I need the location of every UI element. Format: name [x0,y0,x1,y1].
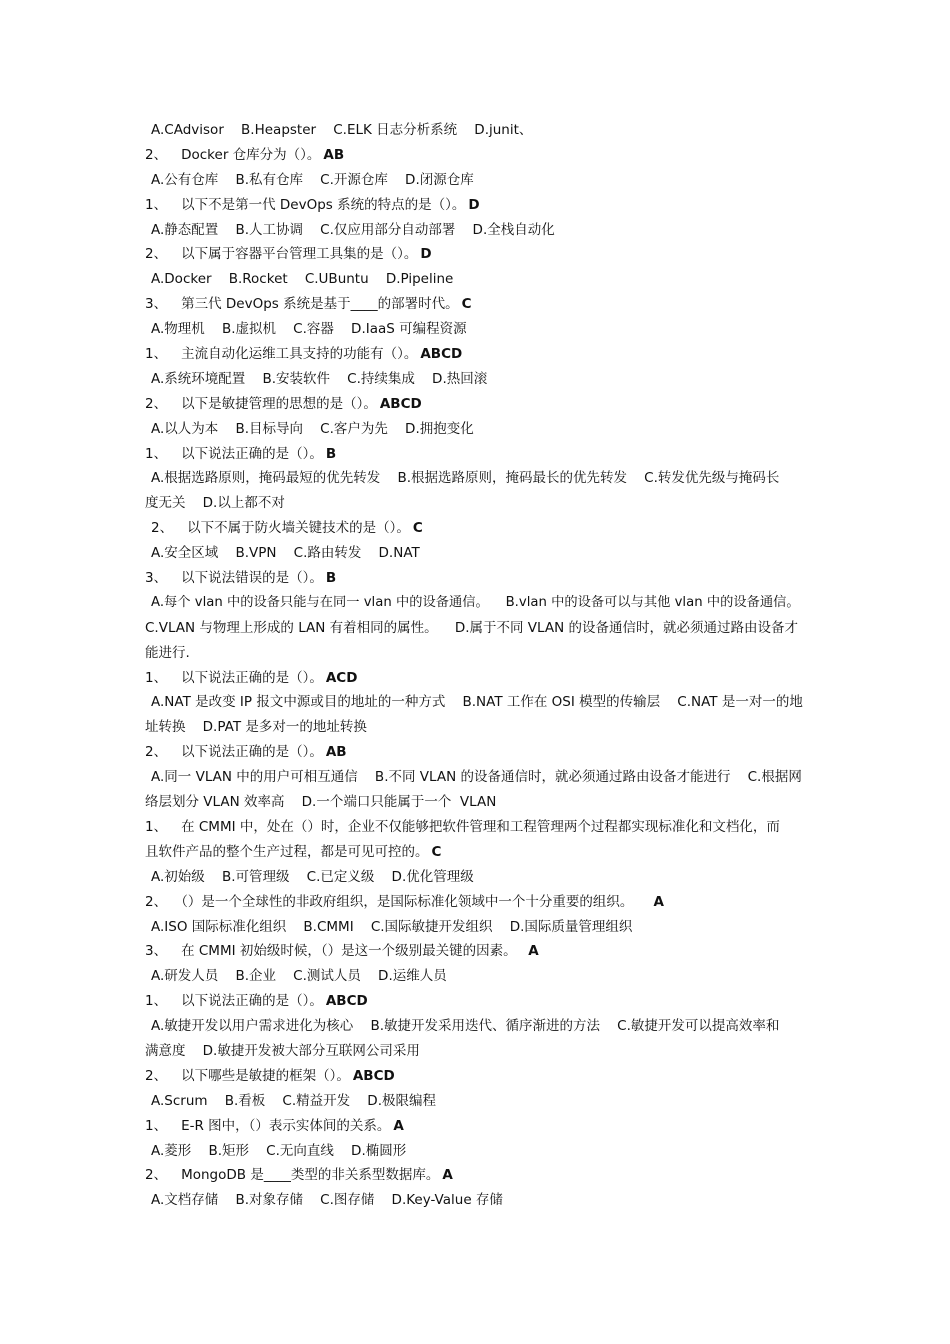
question-text: E-R 图中，（）表示实体间的关系。 [181,1117,391,1134]
answer-key: A [393,1117,404,1134]
continuation-line [145,641,810,666]
options-line [145,466,810,491]
line-text: A.根据选路原则，掩码最短的优先转发 B.根据选路原则，掩码最长的优先转发 C.转发优先级与掩码长 [151,470,780,487]
question-line [145,242,810,267]
options-line [145,417,810,442]
options-line [145,367,810,392]
continuation-line [145,616,810,641]
line-text: 能进行. [145,644,190,661]
answer-key: D [468,196,480,213]
line-text: A.NAT 是改变 IP 报文中源或目的地址的一种方式 B.NAT 工作在 OSI 模型的传输层 C.NAT 是一对一的地 [151,694,803,711]
answer-key: A [653,893,664,910]
options-line [145,915,810,940]
options-line [145,267,810,292]
line-text: A.研发人员 B.企业 C.测试人员 D.运维人员 [151,968,447,985]
line-text: A.系统环境配置 B.安装软件 C.持续集成 D.热回滚 [151,370,488,387]
options-line [145,1089,810,1114]
answer-key: ACD [325,669,358,686]
answer-key: C [412,520,423,537]
question-number: 1、 [145,993,168,1010]
question-number: 1、 [145,1117,168,1134]
question-text: （）是一个全球性的非政府组织，是国际标准化领域中一个十分重要的组织。 [181,893,651,910]
question-text: 在 CMMI 中，处在（）时，企业不仅能够把软件管理和工程管理两个过程都实现标准化和文档化，而 [181,818,780,835]
question-number: 1、 [145,445,168,462]
question-number: 1、 [145,346,168,363]
line-text: A.文档存储 B.对象存储 C.图存储 D.Key-Value 存储 [151,1192,503,1209]
question-line [145,890,810,915]
options-line [145,1188,810,1213]
options-line [145,865,810,890]
options-line [145,168,810,193]
line-text: 度无关 D.以上都不对 [145,495,285,512]
answer-key: ABCD [379,395,422,412]
question-line [145,939,810,964]
options-line [145,541,810,566]
question-line [145,292,810,317]
question-text: 以下说法正确的是（）。 [181,669,323,686]
answer-key: AB [323,146,345,163]
line-text: 且软件产品的整个生产过程，都是可见可控的。 [145,843,429,860]
options-line [145,218,810,243]
options-line [145,964,810,989]
question-list [145,118,810,1213]
options-line [145,765,810,790]
question-number: 2、 [145,1167,168,1184]
question-number: 2、 [145,146,168,163]
question-number: 1、 [145,818,168,835]
question-line [145,516,810,541]
line-text: A.以人为本 B.目标导向 C.客户为先 D.拥抱变化 [151,420,474,437]
answer-key: C [431,843,442,860]
answer-key: D [420,246,432,263]
line-text: A.菱形 B.矩形 C.无向直线 D.椭圆形 [151,1142,407,1159]
answer-key: AB [325,744,347,761]
answer-key: B [325,445,337,462]
line-text: A.同一 VLAN 中的用户可相互通信 B.不同 VLAN 的设备通信时，就必须通过路由设备才能进行 C.根据网 [151,769,802,786]
question-line [145,815,810,840]
question-number: 1、 [145,669,168,686]
question-line [145,666,810,691]
continuation-line [145,491,810,516]
options-line [145,591,810,616]
line-text: 址转换 D.PAT 是多对一的地址转换 [145,719,367,736]
line-text: A.CAdvisor B.Heapster C.ELK 日志分析系统 D.junit、 [151,122,533,138]
line-text: A.Scrum B.看板 C.精益开发 D.极限编程 [151,1092,436,1109]
options-line [145,118,810,143]
question-line [145,1064,810,1089]
question-text: 以下哪些是敏捷的框架（）。 [181,1067,350,1084]
question-number: 1、 [145,196,168,213]
question-line [145,143,810,168]
continuation-line [145,840,810,865]
question-number: 2、 [145,744,168,761]
question-text: 主流自动化运维工具支持的功能有（）。 [181,346,418,363]
question-text: Docker 仓库分为（）。 [181,146,321,163]
line-text: A.初始级 B.可管理级 C.已定义级 D.优化管理级 [151,868,474,885]
question-number: 2、 [151,520,174,537]
answer-key: A [442,1167,453,1184]
answer-key: C [461,296,472,313]
options-line [145,1139,810,1164]
question-number: 3、 [145,943,168,960]
line-text: 络层划分 VLAN 效率高 D.一个端口只能属于一个 VLAN [145,794,497,811]
question-text: 第三代 DevOps 系统是基于____的部署时代。 [181,296,459,313]
line-text: A.静态配置 B.人工协调 C.仅应用部分自动部署 D.全栈自动化 [151,221,555,238]
line-text: A.每个 vlan 中的设备只能与在同一 vlan 中的设备通信。 B.vlan 中的设备可以与其他 vlan 中的设备通信。 [151,594,800,610]
line-text: A.敏捷开发以用户需求进化为核心 B.敏捷开发采用迭代、循序渐进的方法 C.敏捷开发可以提高效率和 [151,1018,780,1035]
options-line [145,317,810,342]
question-line [145,1163,810,1188]
question-line [145,566,810,591]
question-text: 以下是敏捷管理的思想的是（）。 [181,395,377,412]
question-number: 2、 [145,893,168,910]
question-line [145,1114,810,1139]
question-text: 以下属于容器平台管理工具集的是（）。 [181,246,418,263]
question-number: 2、 [145,1067,168,1084]
question-text: 以下说法正确的是（）。 [181,993,323,1010]
question-line [145,392,810,417]
line-text: A.Docker B.Rocket C.UBuntu D.Pipeline [151,271,454,288]
question-number: 3、 [145,570,168,587]
question-text: 以下说法正确的是（）。 [181,744,323,761]
question-line [145,740,810,765]
question-text: 以下说法错误的是（）。 [181,570,323,587]
question-number: 2、 [145,246,168,263]
line-text: A.物理机 B.虚拟机 C.容器 D.IaaS 可编程资源 [151,321,467,338]
question-number: 3、 [145,296,168,313]
question-line [145,442,810,467]
question-text: 以下说法正确的是（）。 [181,445,323,462]
question-text: 以下不属于防火墙关键技术的是（）。 [187,520,410,537]
answer-key: ABCD [352,1067,395,1084]
continuation-line [145,1039,810,1064]
line-text: A.公有仓库 B.私有仓库 C.开源仓库 D.闭源仓库 [151,171,474,188]
line-text: A.ISO 国际标准化组织 B.CMMI C.国际敏捷开发组织 D.国际质量管理组织 [151,918,633,935]
continuation-line [145,790,810,815]
question-text: MongoDB 是____类型的非关系型数据库。 [181,1167,440,1184]
answer-key: ABCD [325,993,368,1010]
options-line [145,690,810,715]
answer-key: B [325,570,337,587]
options-line [145,1014,810,1039]
question-line [145,342,810,367]
question-text: 以下不是第一代 DevOps 系统的特点的是（）。 [181,196,466,213]
line-text: C.VLAN 与物理上形成的 LAN 有着相同的属性。 D.属于不同 VLAN 的设备通信时，就必须通过路由设备才 [145,619,798,636]
line-text: A.安全区域 B.VPN C.路由转发 D.NAT [151,545,420,562]
question-text: 在 CMMI 初始级时候，（）是这一个级别最关键的因素。 [181,943,526,960]
answer-key: ABCD [420,346,463,363]
answer-key: A [528,943,539,960]
line-text: 满意度 D.敏捷开发被大部分互联网公司采用 [145,1042,420,1059]
question-line [145,193,810,218]
question-line [145,989,810,1014]
continuation-line [145,715,810,740]
question-number: 2、 [145,395,168,412]
